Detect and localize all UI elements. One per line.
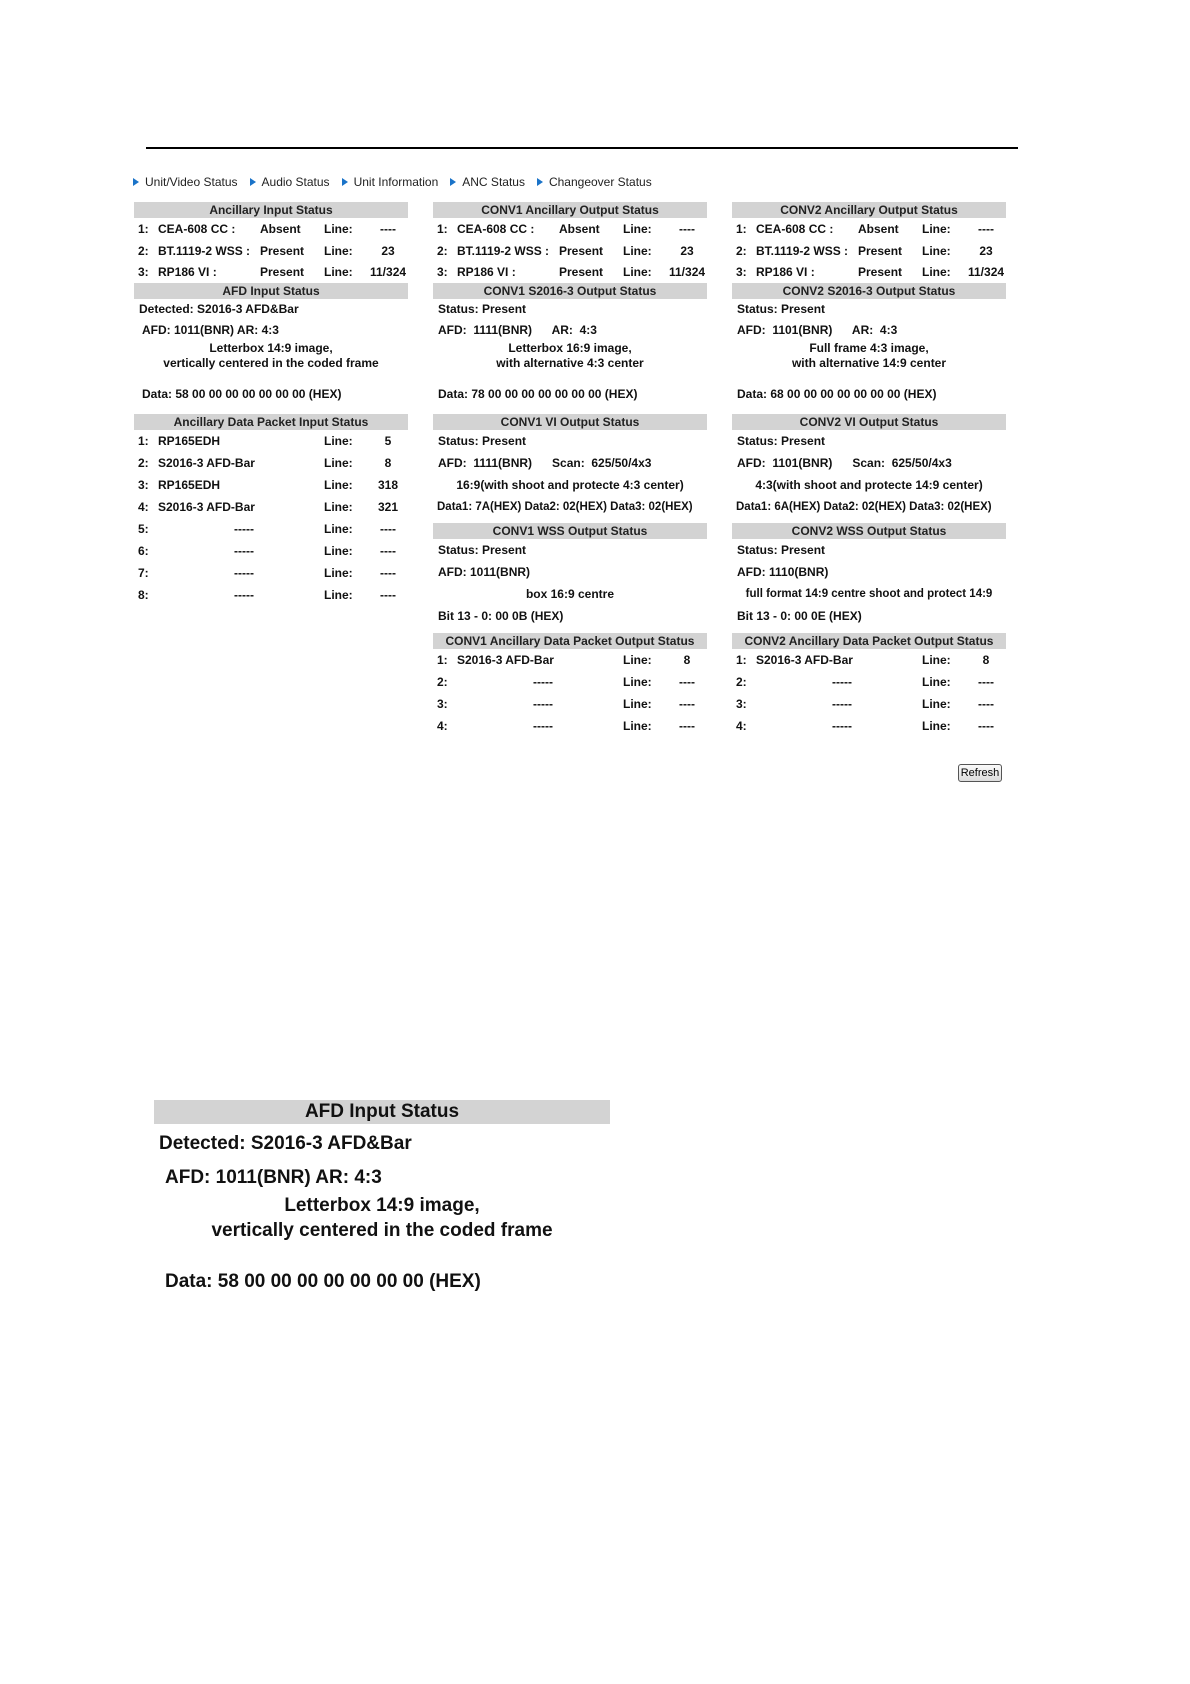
row-value: ----	[679, 222, 695, 236]
row-number: 3:	[138, 478, 149, 492]
row-number: 1:	[138, 222, 149, 236]
table-row	[134, 496, 408, 518]
row-line-label: Line:	[623, 653, 652, 667]
row-number: 3:	[437, 265, 448, 279]
table-row	[732, 649, 1006, 671]
arrow-icon	[537, 178, 543, 186]
conv1-vi-panel	[433, 414, 707, 518]
row-value: ----	[978, 697, 994, 711]
row-name: S2016-3 AFD-Bar	[158, 500, 255, 514]
afd-description: Letterbox 14:9 image,	[284, 1195, 480, 1216]
row-state: Present	[559, 244, 604, 258]
vi-data: Data1: 6A(HEX) Data2: 02(HEX) Data3: 02(HEX)	[736, 501, 992, 513]
row-number: 1:	[437, 653, 448, 667]
afd-data: Data: 78 00 00 00 00 00 00 00 (HEX)	[438, 387, 638, 401]
table-row	[134, 452, 408, 474]
table-row	[134, 218, 408, 240]
row-value: ----	[679, 697, 695, 711]
row-number: 3:	[736, 265, 747, 279]
table-row	[134, 430, 408, 452]
row-state: Present	[858, 244, 903, 258]
row-value: 11/324	[669, 265, 706, 279]
anc-input-panel	[134, 202, 408, 280]
arrow-icon	[133, 178, 139, 186]
row-line-label: Line:	[324, 544, 353, 558]
wss-afd: AFD: 1011(BNR)	[438, 565, 531, 579]
row-number: 1:	[736, 653, 747, 667]
table-row	[134, 518, 408, 540]
row-line-label: Line:	[324, 566, 353, 580]
row-name: -----	[234, 522, 254, 536]
afd-description: Letterbox 14:9 image,	[209, 341, 333, 355]
row-number: 4:	[437, 719, 448, 733]
table-row	[433, 240, 707, 262]
row-line-label: Line:	[922, 697, 951, 711]
afd-value: AFD: 1011(BNR) AR: 4:3	[142, 323, 279, 337]
afd-value: AFD: 1011(BNR) AR: 4:3	[165, 1167, 382, 1188]
row-line-label: Line:	[324, 522, 353, 536]
row-state: Present	[260, 265, 305, 279]
panel-title: CONV2 Ancillary Data Packet Output Status	[732, 633, 1006, 649]
afd-detected: Detected: S2016-3 AFD&Bar	[159, 1133, 412, 1154]
row-name: -----	[533, 697, 553, 711]
row-line-label: Line:	[324, 456, 353, 470]
table-row	[732, 715, 1006, 737]
row-line-label: Line:	[623, 675, 652, 689]
row-value: 8	[683, 653, 691, 667]
row-number: 2:	[437, 244, 448, 258]
row-number: 2:	[138, 456, 149, 470]
row-name: CEA-608 CC :	[457, 222, 535, 236]
row-value: 321	[377, 500, 399, 514]
row-line-label: Line:	[324, 478, 353, 492]
row-value: ----	[380, 544, 396, 558]
row-name: -----	[533, 675, 553, 689]
row-name: CEA-608 CC :	[756, 222, 834, 236]
row-name: -----	[234, 566, 254, 580]
vi-afd: AFD: 1101(BNR) Scan: 625/50/4x3	[737, 456, 952, 470]
panel-title: Ancillary Input Status	[134, 202, 408, 218]
row-line-label: Line:	[922, 675, 951, 689]
nav-anc-status[interactable]	[450, 173, 525, 191]
row-name: RP165EDH	[158, 434, 221, 448]
row-name: RP186 VI :	[756, 265, 815, 279]
afd-input-zoom-panel	[154, 1100, 610, 1297]
wss-afd: AFD: 1110(BNR)	[737, 565, 829, 579]
table-row	[732, 218, 1006, 240]
afd-value: AFD: 1101(BNR) AR: 4:3	[737, 323, 898, 337]
row-line-label: Line:	[623, 222, 652, 236]
row-number: 3:	[736, 697, 747, 711]
afd-description: with alternative 4:3 center	[496, 356, 644, 370]
afd-input-panel	[134, 283, 408, 405]
row-value: ----	[380, 222, 396, 236]
row-name: -----	[533, 719, 553, 733]
conv2-afd-panel	[732, 283, 1006, 405]
row-name: -----	[832, 697, 852, 711]
row-line-label: Line:	[324, 588, 353, 602]
table-row	[433, 218, 707, 240]
panel-title: CONV2 Ancillary Output Status	[732, 202, 1006, 218]
nav-audio-status[interactable]	[250, 173, 330, 191]
refresh-button[interactable]: Refresh	[958, 764, 1002, 782]
conv2-packet-panel	[732, 633, 1006, 737]
row-number: 2:	[736, 675, 747, 689]
status-text: Status: Present	[438, 302, 527, 316]
row-number: 1:	[437, 222, 448, 236]
vi-data: Data1: 7A(HEX) Data2: 02(HEX) Data3: 02(HEX)	[437, 501, 693, 513]
panel-title: CONV1 WSS Output Status	[433, 523, 707, 539]
row-number: 1:	[138, 434, 149, 448]
conv1-anc-panel	[433, 202, 707, 280]
row-number: 1:	[736, 222, 747, 236]
row-name: -----	[832, 719, 852, 733]
row-value: 23	[680, 244, 694, 258]
row-line-label: Line:	[623, 244, 652, 258]
row-number: 3:	[138, 265, 149, 279]
row-line-label: Line:	[324, 434, 353, 448]
table-row	[433, 671, 707, 693]
table-row	[134, 584, 408, 606]
row-name: CEA-608 CC :	[158, 222, 236, 236]
afd-detected: Detected: S2016-3 AFD&Bar	[139, 302, 299, 316]
row-number: 8:	[138, 588, 149, 602]
panel-title: AFD Input Status	[134, 283, 408, 299]
panel-title: CONV1 Ancillary Data Packet Output Status	[433, 633, 707, 649]
wss-bits: Bit 13 - 0: 00 0B (HEX)	[438, 609, 564, 623]
wss-description: box 16:9 centre	[525, 587, 615, 601]
row-value: ----	[380, 566, 396, 580]
afd-description: Full frame 4:3 image,	[809, 341, 929, 355]
row-value: ----	[978, 222, 994, 236]
afd-description: vertically centered in the coded frame	[163, 356, 379, 370]
nav-unit-video-status[interactable]	[133, 173, 238, 191]
wss-description: full format 14:9 centre shoot and protect 14:9	[745, 588, 993, 600]
row-state: Absent	[858, 222, 899, 236]
row-value: 5	[384, 434, 392, 448]
row-line-label: Line:	[324, 265, 353, 279]
afd-description: vertically centered in the coded frame	[211, 1220, 553, 1241]
nav-label: Unit Information	[353, 175, 439, 189]
table-row	[134, 474, 408, 496]
panel-title: CONV1 Ancillary Output Status	[433, 202, 707, 218]
row-name: -----	[832, 675, 852, 689]
table-row	[134, 264, 408, 280]
row-number: 4:	[736, 719, 747, 733]
vi-description: 16:9(with shoot and protecte 4:3 center)	[456, 478, 684, 492]
row-number: 7:	[138, 566, 149, 580]
row-line-label: Line:	[324, 222, 353, 236]
row-name: RP186 VI :	[158, 265, 217, 279]
row-line-label: Line:	[922, 719, 951, 733]
table-row	[732, 240, 1006, 262]
row-name: S2016-3 AFD-Bar	[756, 653, 853, 667]
row-line-label: Line:	[324, 244, 353, 258]
row-number: 3:	[437, 697, 448, 711]
table-row	[433, 649, 707, 671]
nav-label: Changeover Status	[548, 175, 652, 189]
row-state: Present	[858, 265, 903, 279]
table-row	[732, 693, 1006, 715]
conv2-wss-panel	[732, 523, 1006, 627]
row-line-label: Line:	[623, 265, 652, 279]
arrow-icon	[250, 178, 256, 186]
status-text: Status: Present	[737, 434, 826, 448]
conv2-anc-panel	[732, 202, 1006, 280]
row-line-label: Line:	[623, 719, 652, 733]
row-line-label: Line:	[922, 244, 951, 258]
arrow-icon	[450, 178, 456, 186]
table-row	[732, 264, 1006, 280]
wss-bits: Bit 13 - 0: 00 0E (HEX)	[737, 609, 862, 623]
row-value: 11/324	[968, 265, 1005, 279]
nav-label: Unit/Video Status	[145, 175, 238, 189]
panel-title: CONV1 VI Output Status	[433, 414, 707, 430]
row-state: Present	[559, 265, 604, 279]
conv1-wss-panel	[433, 523, 707, 627]
table-row	[433, 264, 707, 280]
row-value: 23	[979, 244, 993, 258]
panel-title: Ancillary Data Packet Input Status	[134, 414, 408, 430]
panel-title: CONV1 S2016-3 Output Status	[433, 283, 707, 299]
row-value: 11/324	[370, 265, 407, 279]
row-name: -----	[234, 588, 254, 602]
row-value: ----	[679, 675, 695, 689]
row-number: 6:	[138, 544, 149, 558]
row-state: Present	[260, 244, 305, 258]
row-name: BT.1119-2 WSS :	[457, 244, 550, 258]
table-row	[134, 540, 408, 562]
row-value: ----	[978, 675, 994, 689]
conv2-vi-panel	[732, 414, 1006, 518]
row-state: Absent	[260, 222, 301, 236]
panel-title: CONV2 S2016-3 Output Status	[732, 283, 1006, 299]
row-number: 4:	[138, 500, 149, 514]
row-line-label: Line:	[623, 697, 652, 711]
row-line-label: Line:	[922, 265, 951, 279]
table-row	[134, 240, 408, 262]
anc-packet-input-panel	[134, 414, 408, 606]
vi-afd: AFD: 1111(BNR) Scan: 625/50/4x3	[438, 456, 652, 470]
row-number: 2:	[736, 244, 747, 258]
row-number: 2:	[437, 675, 448, 689]
nav-changeover-status[interactable]	[537, 173, 652, 191]
table-row	[433, 693, 707, 715]
conv1-packet-panel	[433, 633, 707, 737]
row-state: Absent	[559, 222, 600, 236]
conv1-afd-panel	[433, 283, 707, 405]
row-value: 318	[377, 478, 399, 492]
afd-data: Data: 58 00 00 00 00 00 00 00 (HEX)	[165, 1271, 481, 1292]
row-value: ----	[978, 719, 994, 733]
nav-label: ANC Status	[462, 175, 525, 189]
afd-description: with alternative 14:9 center	[791, 356, 947, 370]
row-name: BT.1119-2 WSS :	[158, 244, 251, 258]
row-number: 2:	[138, 244, 149, 258]
row-line-label: Line:	[922, 653, 951, 667]
afd-description: Letterbox 16:9 image,	[508, 341, 632, 355]
status-text: Status: Present	[737, 543, 826, 557]
afd-data: Data: 68 00 00 00 00 00 00 00 (HEX)	[737, 387, 937, 401]
row-name: BT.1119-2 WSS :	[756, 244, 849, 258]
panel-title: CONV2 VI Output Status	[732, 414, 1006, 430]
row-name: -----	[234, 544, 254, 558]
row-line-label: Line:	[922, 222, 951, 236]
afd-data: Data: 58 00 00 00 00 00 00 00 (HEX)	[142, 387, 342, 401]
status-text: Status: Present	[737, 302, 826, 316]
nav-label: Audio Status	[261, 175, 330, 189]
row-name: S2016-3 AFD-Bar	[158, 456, 255, 470]
top-rule	[146, 147, 1018, 149]
panel-title: CONV2 WSS Output Status	[732, 523, 1006, 539]
table-row	[433, 715, 707, 737]
status-text: Status: Present	[438, 434, 527, 448]
arrow-icon	[342, 178, 348, 186]
row-number: 5:	[138, 522, 149, 536]
row-value: ----	[679, 719, 695, 733]
status-text: Status: Present	[438, 543, 527, 557]
row-value: 8	[982, 653, 990, 667]
row-line-label: Line:	[324, 500, 353, 514]
nav-unit-information[interactable]	[342, 173, 439, 191]
table-row	[134, 562, 408, 584]
table-row	[732, 671, 1006, 693]
row-value: ----	[380, 588, 396, 602]
row-name: S2016-3 AFD-Bar	[457, 653, 554, 667]
row-value: ----	[380, 522, 396, 536]
afd-value: AFD: 1111(BNR) AR: 4:3	[438, 323, 597, 337]
vi-description: 4:3(with shoot and protecte 14:9 center)	[755, 478, 983, 492]
nav-bar	[133, 173, 664, 191]
row-value: 23	[381, 244, 395, 258]
row-name: RP186 VI :	[457, 265, 516, 279]
row-value: 8	[384, 456, 392, 470]
panel-title: AFD Input Status	[154, 1100, 610, 1124]
row-name: RP165EDH	[158, 478, 221, 492]
